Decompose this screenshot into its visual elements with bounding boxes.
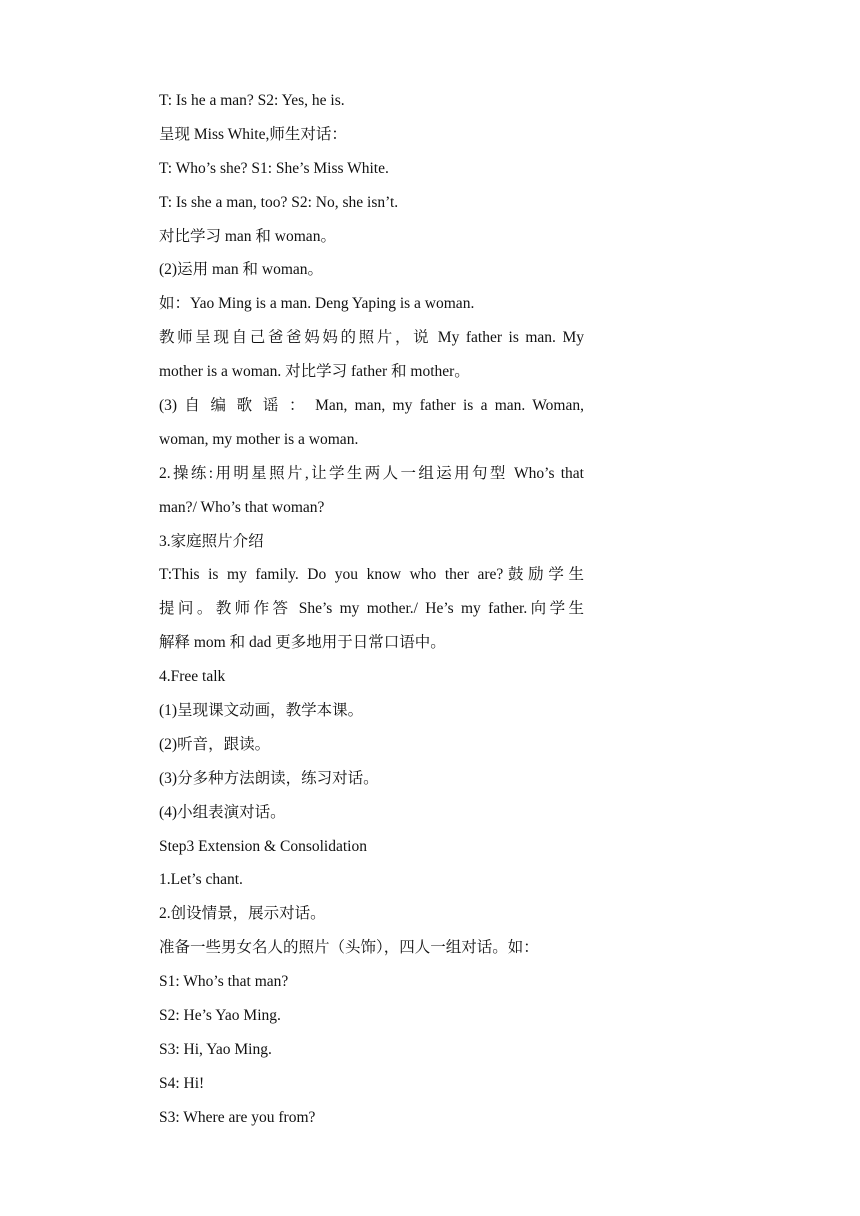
section-heading: Step3 Extension & Consolidation (159, 837, 367, 855)
text-line: T: Is she a man, too? S2: No, she isn’t. (159, 193, 399, 211)
text-line: 如：Yao Ming is a man. Deng Yaping is a woman. (159, 295, 475, 313)
text-line: (3) 自 编 歌 谣 ： Man, man, my father is a man. Woman, (159, 397, 584, 415)
text-line: 提问。教师作答 She’s my mother./ He’s my father.向学生 (159, 600, 584, 618)
dialogue-line: S4: Hi! (159, 1074, 205, 1092)
section-heading: 3.家庭照片介绍 (159, 532, 264, 550)
text-line: 对比学习 man 和 woman。 (159, 227, 336, 245)
text-line: 2.操练:用明星照片,让学生两人一组运用句型 Who’s that (159, 464, 584, 482)
dialogue-line: S3: Hi, Yao Ming. (159, 1040, 272, 1058)
text-line: T: Is he a man? S2: Yes, he is. (159, 92, 345, 109)
text-line: T: Who’s she? S1: She’s Miss White. (159, 159, 389, 177)
text-line: 2.创设情景，展示对话。 (159, 905, 326, 923)
text-line: (1)呈现课文动画，教学本课。 (159, 702, 364, 720)
text-line: (4)小组表演对话。 (159, 803, 286, 821)
text-line: man?/ Who’s that woman? (159, 498, 325, 516)
text-line: (2)运用 man 和 woman。 (159, 261, 324, 279)
section-heading: 4.Free talk (159, 668, 226, 686)
text-line: (2)听音，跟读。 (159, 735, 271, 753)
text-line: 教师呈现自己爸爸妈妈的照片，说 My father is man. My (159, 329, 584, 347)
text-line: 呈现 Miss White,师生对话： (159, 125, 347, 143)
dialogue-line: S2: He’s Yao Ming. (159, 1007, 281, 1025)
dialogue-line: S1: Who’s that man? (159, 973, 289, 991)
text-line: 1.Let’s chant. (159, 871, 243, 889)
text-line: mother is a woman. 对比学习 father 和 mother。 (159, 363, 470, 381)
text-line: 解释 mom 和 dad 更多地用于日常口语中。 (159, 634, 446, 652)
dialogue-line: S3: Where are you from? (159, 1108, 316, 1126)
text-line: woman, my mother is a woman. (159, 430, 359, 448)
text-line: (3)分多种方法朗读，练习对话。 (159, 769, 379, 787)
text-line: T:This is my family. Do you know who ther are?鼓励学生 (159, 566, 584, 584)
lesson-plan-text (159, 84, 584, 1135)
text-line: 准备一些男女名人的照片（头饰），四人一组对话。如： (159, 939, 539, 957)
